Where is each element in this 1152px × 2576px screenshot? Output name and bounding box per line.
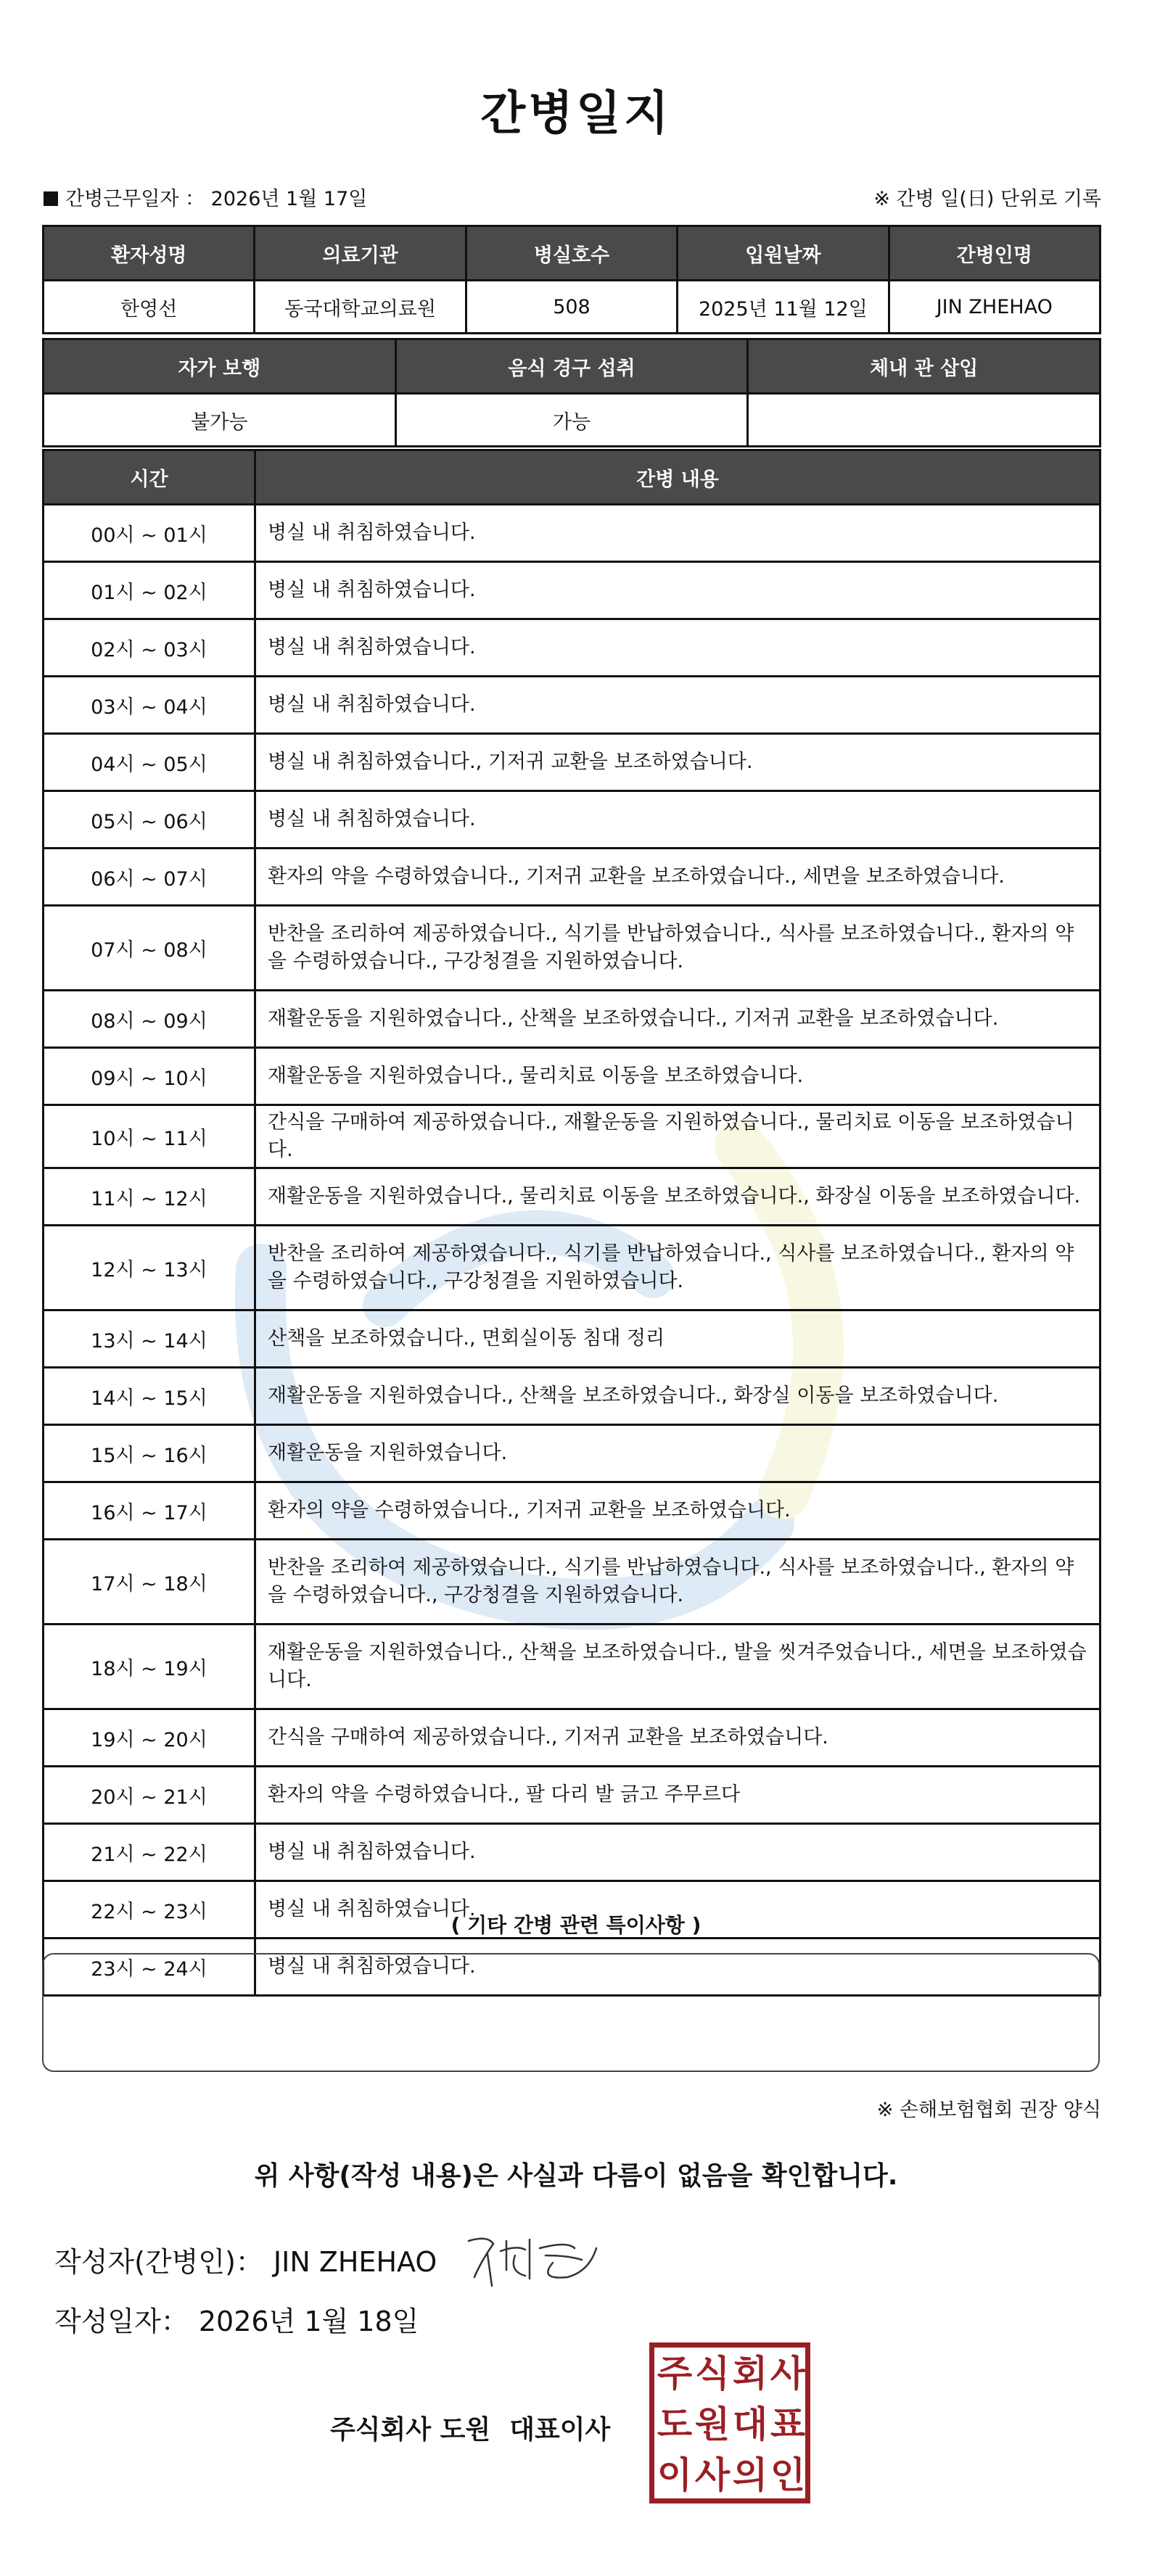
square-bullet-icon [44,191,58,206]
table-row [44,849,1100,906]
seal-glyph: 도 [657,2403,693,2445]
company-name: 주식회사 도원 [330,2415,491,2445]
time-slot: 22시 ~ 23시 [44,1881,255,1939]
time-slot: 04시 ~ 05시 [44,734,255,791]
care-content: 간식을 구매하여 제공하였습니다., 재활운동을 지원하였습니다., 물리치료 이동을 보조하였습니다. [255,1105,1100,1168]
room-number: 508 [466,281,677,334]
table-row [44,1709,1100,1767]
time-slot: 02시 ~ 03시 [44,619,255,677]
time-column-header: 시간 [44,450,255,505]
table-header-cell: 병실호수 [466,226,677,281]
table-row [44,1168,1100,1226]
confirmation-statement: 위 사항(작성 내용)은 사실과 다름이 없음을 확인합니다. [254,2161,898,2191]
table-row [44,1048,1100,1105]
time-slot: 21시 ~ 22시 [44,1824,255,1881]
table-row [44,906,1100,991]
care-content: 환자의 약을 수령하였습니다., 기저귀 교환을 보조하였습니다., 세면을 보조하였습니다. [255,849,1100,906]
patient-name: 한영선 [44,281,255,334]
time-slot: 18시 ~ 19시 [44,1625,255,1709]
table-header-cell: 자가 보행 [44,339,396,394]
company-title: 대표이사 [509,2415,611,2445]
seal-glyph: 원 [694,2403,731,2445]
table-row [44,734,1100,791]
care-content: 반찬을 조리하여 제공하였습니다., 식기를 반납하였습니다., 식사를 보조하였습니다., 환자의 약을 수령하였습니다., 구강청결을 지원하였습니다. [255,1226,1100,1310]
written-date-line [54,2299,419,2339]
time-slot: 16시 ~ 17시 [44,1482,255,1540]
table-header-cell: 입원날짜 [678,226,889,281]
care-content: 재활운동을 지원하였습니다., 물리치료 이동을 보조하였습니다. [255,1048,1100,1105]
table-row [44,1310,1100,1368]
care-content: 환자의 약을 수령하였습니다., 기저귀 교환을 보조하였습니다. [255,1482,1100,1540]
patient-info-table [42,225,1101,334]
seal-glyph: 주 [657,2353,693,2395]
time-slot: 23시 ~ 24시 [44,1939,255,1996]
care-content: 병실 내 취침하였습니다. [255,1939,1100,1996]
care-content: 재활운동을 지원하였습니다., 산책을 보조하였습니다., 화장실 이동을 보조하였습니다. [255,1368,1100,1425]
care-content: 병실 내 취침하였습니다. [255,791,1100,849]
seal-glyph: 회 [732,2353,768,2395]
seal-glyph: 이 [657,2454,693,2496]
table-row [44,1226,1100,1310]
time-slot: 17시 ~ 18시 [44,1540,255,1625]
table-row [44,1767,1100,1824]
time-slot: 14시 ~ 15시 [44,1368,255,1425]
time-slot: 05시 ~ 06시 [44,791,255,849]
care-content: 반찬을 조리하여 제공하였습니다., 식기를 반납하였습니다., 식사를 보조하였습니다., 환자의 약을 수령하였습니다., 구강청결을 지원하였습니다. [255,906,1100,991]
page-title: 간병일지 [480,87,672,141]
medical-institution: 동국대학교의료원 [255,281,466,334]
table-row [44,791,1100,849]
care-content: 병실 내 취침하였습니다. [255,1824,1100,1881]
table-header-row [44,450,1100,505]
time-slot: 15시 ~ 16시 [44,1425,255,1482]
table-header-cell: 체내 관 삽입 [748,339,1100,394]
table-header-row [44,226,1100,281]
care-content: 재활운동을 지원하였습니다., 산책을 보조하였습니다., 발을 씻겨주었습니다., 세면을 보조하였습니다. [255,1625,1100,1709]
care-content: 병실 내 취침하였습니다. [255,505,1100,562]
seal-glyph: 대 [732,2403,768,2445]
table-row [44,1105,1100,1168]
notes-box [42,1953,1100,2072]
company-line [330,2409,629,2446]
care-content: 병실 내 취침하였습니다. [255,619,1100,677]
table-row [44,1625,1100,1709]
table-row [44,1482,1100,1540]
care-content: 재활운동을 지원하였습니다., 산책을 보조하였습니다., 기저귀 교환을 보조하였습니다. [255,991,1100,1048]
oral-intake-value: 가능 [395,394,748,447]
time-slot: 10시 ~ 11시 [44,1105,255,1168]
table-row [44,1425,1100,1482]
company-seal-stamp-icon [649,2342,810,2503]
patient-status-table [42,338,1101,447]
table-row [44,505,1100,562]
time-slot: 13시 ~ 14시 [44,1310,255,1368]
time-slot: 12시 ~ 13시 [44,1226,255,1310]
table-header-row [44,339,1100,394]
table-row [44,677,1100,734]
time-slot: 09시 ~ 10시 [44,1048,255,1105]
care-content: 반찬을 조리하여 제공하였습니다., 식기를 반납하였습니다., 식사를 보조하였습니다., 환자의 약을 수령하였습니다., 구강청결을 지원하였습니다. [255,1540,1100,1625]
table-header-cell: 환자성명 [44,226,255,281]
tube-insertion-value [748,394,1100,447]
form-note: ※ 손해보험협회 권장 양식 [876,2099,1101,2121]
seal-glyph: 인 [770,2454,806,2496]
notes-heading: ( 기타 간병 관련 특이사항 ) [450,1913,702,1937]
seal-glyph: 식 [694,2353,731,2395]
work-date-line [44,183,367,211]
time-slot: 20시 ~ 21시 [44,1767,255,1824]
table-row [44,991,1100,1048]
table-row [44,394,1100,447]
table-row [44,1368,1100,1425]
self-walking-value: 불가능 [44,394,396,447]
care-content: 병실 내 취침하였습니다. [255,677,1100,734]
time-slot: 03시 ~ 04시 [44,677,255,734]
work-date-value: 2026년 1월 17일 [210,188,368,210]
time-slot: 08시 ~ 09시 [44,991,255,1048]
caregiver-name: JIN ZHEHAO [889,281,1100,334]
seal-glyph: 의 [732,2454,768,2496]
written-date-value: 2026년 1월 18일 [198,2305,419,2337]
written-date-label: 작성일자： [54,2305,189,2337]
care-content: 재활운동을 지원하였습니다., 물리치료 이동을 보조하였습니다., 화장실 이동을 보조하였습니다. [255,1168,1100,1226]
table-row [44,281,1100,334]
unit-note: ※ 간병 일(日) 단위로 기록 [873,188,1101,210]
time-slot: 07시 ~ 08시 [44,906,255,991]
care-log-table [42,449,1101,1997]
table-row [44,619,1100,677]
care-content: 간식을 구매하여 제공하였습니다., 기저귀 교환을 보조하였습니다. [255,1709,1100,1767]
seal-glyph: 표 [770,2403,806,2445]
care-content: 재활운동을 지원하였습니다. [255,1425,1100,1482]
table-header-cell: 음식 경구 섭취 [395,339,748,394]
table-row [44,562,1100,619]
table-header-cell: 간병인명 [889,226,1100,281]
care-content: 산책을 보조하였습니다., 면회실이동 침대 정리 [255,1310,1100,1368]
seal-glyph: 사 [770,2353,806,2395]
writer-label: 작성자(간병인)： [54,2246,263,2278]
time-slot: 01시 ~ 02시 [44,562,255,619]
content-column-header: 간병 내용 [255,450,1100,505]
writer-line [54,2239,437,2279]
handwritten-signature-icon [458,2219,604,2292]
time-slot: 00시 ~ 01시 [44,505,255,562]
care-content: 병실 내 취침하였습니다., 기저귀 교환을 보조하였습니다. [255,734,1100,791]
time-slot: 11시 ~ 12시 [44,1168,255,1226]
table-row [44,1540,1100,1625]
work-date-label: 간병근무일자 ： [65,188,205,210]
time-slot: 06시 ~ 07시 [44,849,255,906]
time-slot: 19시 ~ 20시 [44,1709,255,1767]
care-content: 병실 내 취침하였습니다. [255,1881,1100,1939]
admission-date: 2025년 11월 12일 [678,281,889,334]
care-content: 병실 내 취침하였습니다. [255,562,1100,619]
care-content: 환자의 약을 수령하였습니다., 팔 다리 발 긁고 주무르다 [255,1767,1100,1824]
seal-glyph: 사 [694,2454,731,2496]
table-header-cell: 의료기관 [255,226,466,281]
table-row [44,1824,1100,1881]
writer-name: JIN ZHEHAO [273,2246,437,2278]
